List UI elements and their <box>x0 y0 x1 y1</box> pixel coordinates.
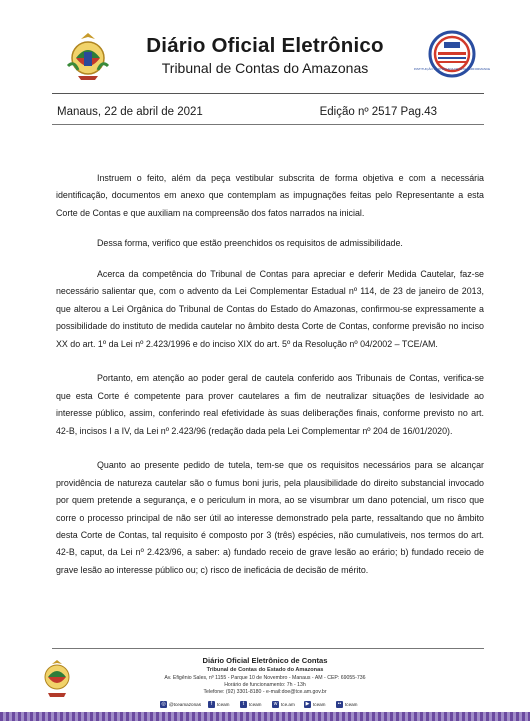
facebook-icon: f <box>208 701 215 708</box>
social-web[interactable]: w tce.am <box>273 700 295 707</box>
social-youtube[interactable]: ▶ tceam <box>305 700 326 707</box>
paragraph: Quanto ao presente pedido de tutela, tem-se que os requisitos necessários para se alcançar providência de natureza cautelar são o fumus boni juris, pela plausibilidade do direito substancial invocado por quem pretende a segurança, e o periculum in mora, ao se visumbrar um dano potencial, um risco que corre o processo principal de não ser útil ao interesse demonstrado pela parte, ressaltando que no âmbito desta Corte de Contas, tal requisito é composto por 3 (três) espécies, não cumulativeis, nos termos do art. 42-B, caput, da Lei nº 2.423/96, a saber: a) fundado receio de grave lesão ao erário; b) fundado receio de grave lesão ao interesse público ou; c) risco de ineficácia de decisão de mérito. <box>56 460 484 575</box>
seal-text: INSTITUIÇÃO CERTIFICADA DE ALTA PERFORMANCE <box>413 67 491 71</box>
header-rule <box>52 93 484 94</box>
document-body <box>56 170 484 579</box>
bottom-decorative-band <box>0 712 530 721</box>
footer-title: Diário Oficial Eletrônico de Contas <box>202 656 328 665</box>
header-subtitle: Tribunal de Contas do Amazonas <box>161 60 369 76</box>
social-twitter[interactable]: t tceam <box>240 700 262 708</box>
social-links <box>150 700 390 710</box>
meta-rule <box>52 124 484 125</box>
publication-date: Manaus, 22 de abril de 2021 <box>57 106 203 118</box>
footer-rule <box>52 648 484 649</box>
flickr-icon: •• <box>337 700 342 707</box>
twitter-icon: t <box>240 701 247 708</box>
page-header <box>0 0 530 92</box>
social-facebook[interactable]: f tceam <box>208 700 230 708</box>
paragraph: Acerca da competência do Tribunal de Contas para apreciar e deferir Medida Cautelar, faz-se necessário salientar que, com o advento da Lei Complementar Estadual nº 114, de 23 de janeiro de 2013, que alterou a Lei Orgânica do Tribunal de Contas do Estado do Amazonas, confirmou-se expressamente a possibilidade do instituto de medida cautelar no âmbito desta Corte de Contas, conforme previsão no inciso XX do art. 1º da Lei nº 2.423/1996 e do inciso XIX do art. 5º da Resolução nº 04/2002 – TCE/AM. <box>56 269 484 349</box>
certification-seal-icon <box>413 30 491 78</box>
edition-number: Edição nº 2517 Pag.43 <box>319 106 437 118</box>
web-icon: w <box>273 700 278 707</box>
header-title: Diário Oficial Eletrônico <box>146 34 384 57</box>
paragraph: Dessa forma, verifico que estão preenchidos os requisitos de admissibilidade. <box>97 238 403 249</box>
paragraph: Portanto, em atenção ao poder geral de cautela conferido aos Tribunais de Contas, verifica-se que esta Corte é competente para prover cautelares a fim de neutralizar situações de lesividade ao interesse público, assim, conferindo real efetividade às suas deliberações finais, conforme previsto no art. 42-B, incisos I a IV, da Lei nº 2.423/96 (redação dada pela Lei Complementar nº 204 de 16/01/2020). <box>56 373 484 436</box>
footer-org: Tribunal de Contas do Estado do Amazonas <box>206 667 324 673</box>
youtube-icon: ▶ <box>305 700 310 707</box>
social-flickr[interactable]: •• tceam <box>337 700 358 707</box>
paragraph: Instruem o feito, além da peça vestibular subscrita de forma objetiva e com a necessária identificação, documentos em anexo que contemplam as impugnações feitas pelo Representante a esta Corte de Contas e que auxiliam na compreensão dos fatos narrados na inicial. <box>56 173 484 218</box>
footer-address: Av. Efigênio Sales, nº 1155 - Parque 10 de Novembro - Manaus - AM - CEP: 69055-736 <box>164 675 366 681</box>
footer-contact: Telefone: (92) 3301-8180 - e-mail:doe@tce.am.gov.br <box>203 689 327 695</box>
social-instagram[interactable]: ◎ @tceamazonas <box>161 700 201 707</box>
footer-hours: Horário de funcionamento: 7h - 13h <box>224 682 306 688</box>
instagram-icon: ◎ <box>161 700 166 707</box>
